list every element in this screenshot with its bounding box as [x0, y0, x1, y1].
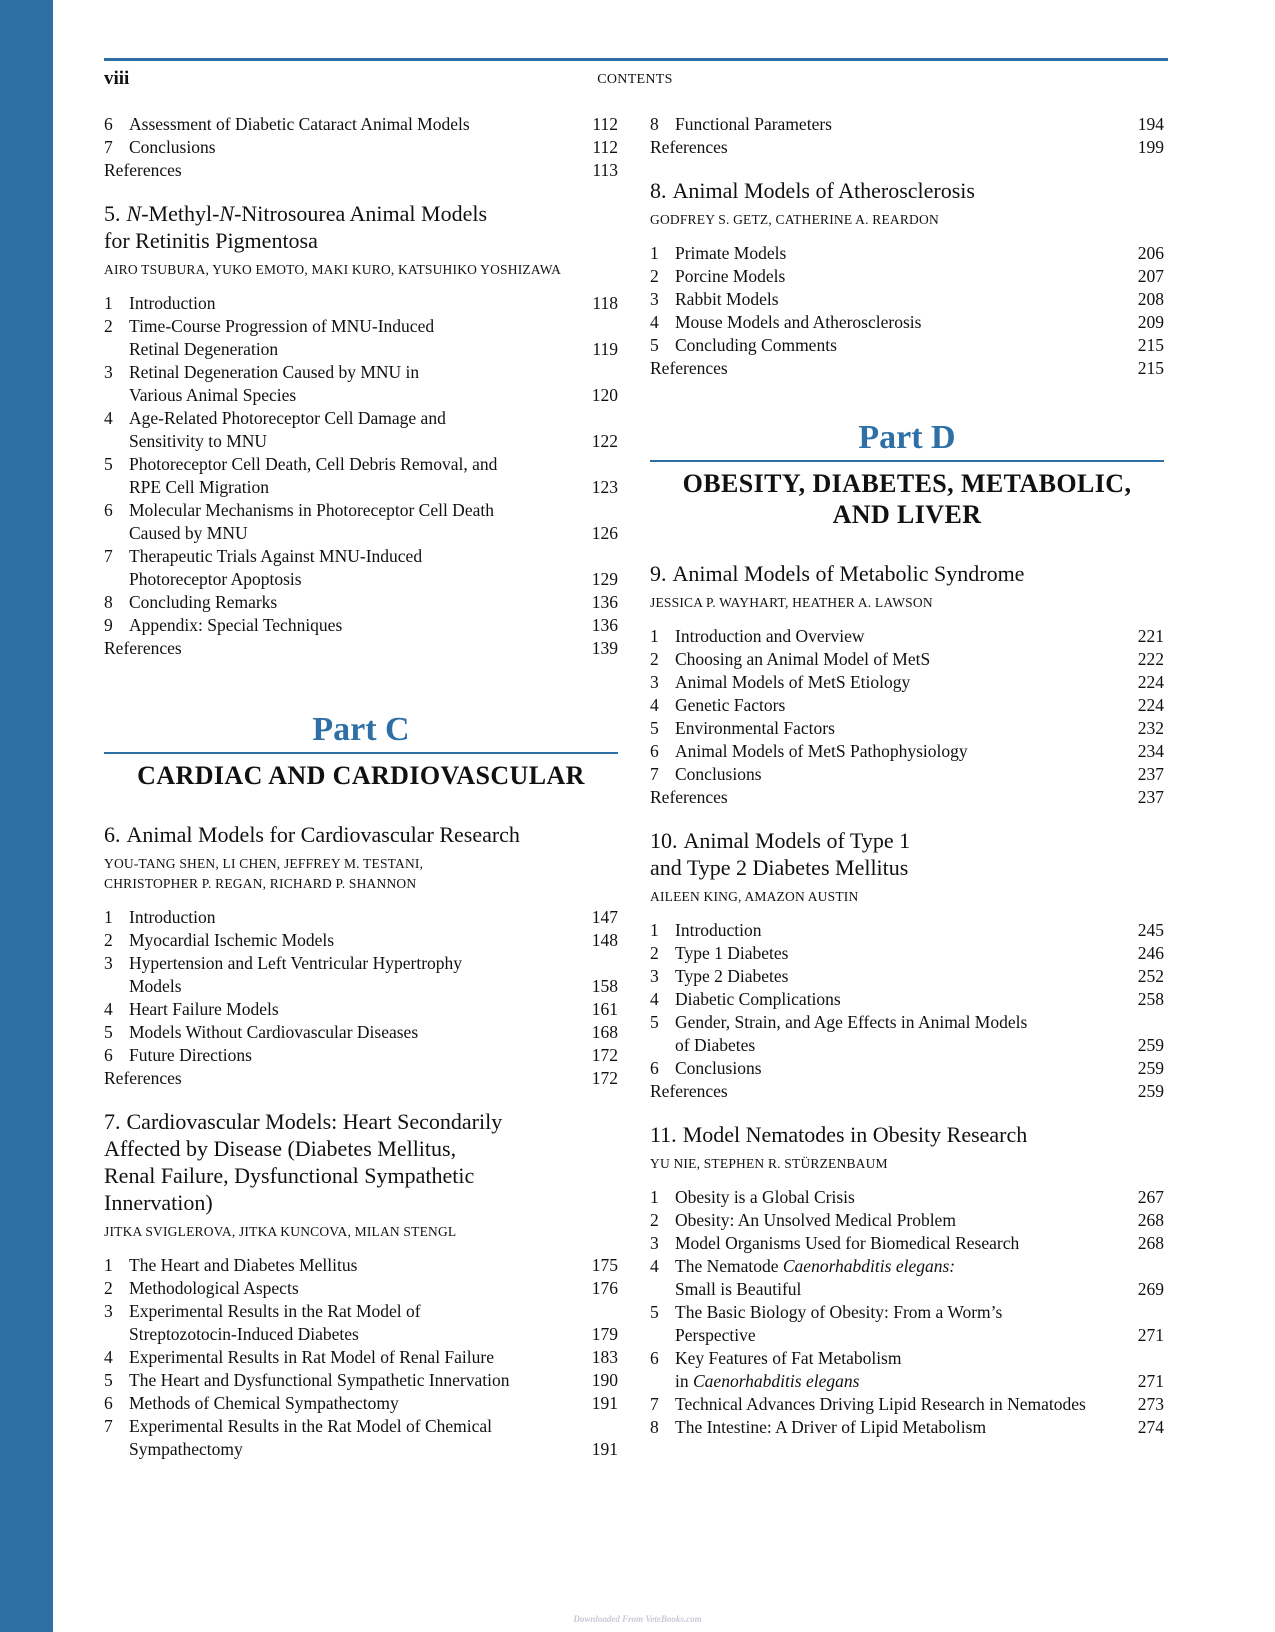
part-title: Part D [858, 419, 956, 456]
entry-page: 252 [1137, 966, 1164, 986]
toc-entries [104, 113, 618, 182]
entry-title: Introduction and Overview [675, 626, 865, 646]
toc-references [104, 159, 618, 182]
entry-title: Photoreceptor Cell Death, Cell Debris Removal, and RPE Cell Migration [129, 454, 498, 497]
entry-page: 136 [591, 615, 618, 635]
entry-number: 5 [104, 1022, 113, 1042]
entry-page: 126 [591, 523, 618, 543]
toc-entry [650, 717, 1164, 740]
entry-page: 113 [592, 160, 618, 180]
entry-number: 1 [104, 293, 113, 313]
toc-entry [650, 763, 1164, 786]
entry-page: 232 [1137, 718, 1164, 738]
entry-number: 1 [650, 1187, 659, 1207]
entry-title: Heart Failure Models [129, 999, 279, 1019]
entry-page: 129 [591, 569, 618, 589]
toc-entry [104, 136, 618, 159]
chapter-authors: JESSICA P. WAYHART, HEATHER A. LAWSON [650, 595, 933, 610]
chapter-title: 5. N-Methyl-N-Nitrosourea Animal Models for Retinitis Pigmentosa [104, 201, 488, 253]
toc-entry [104, 1277, 618, 1300]
toc-entry [104, 906, 618, 929]
entry-number: 8 [104, 592, 113, 612]
entry-title: References [650, 1081, 728, 1101]
entry-page: 271 [1137, 1371, 1164, 1391]
entry-number: 7 [104, 1416, 113, 1436]
chapter-authors: AIRO TSUBURA, YUKO EMOTO, MAKI KURO, KATSUHIKO YOSHIZAWA [104, 262, 562, 277]
entry-title: Myocardial Ischemic Models [129, 930, 335, 950]
entry-title: The Basic Biology of Obesity: From a Worm’s Perspective [675, 1302, 1003, 1345]
toc-entry [104, 1346, 618, 1369]
entry-title: Experimental Results in the Rat Model of Streptozotocin-Induced Diabetes [129, 1301, 421, 1344]
entry-page: 176 [591, 1278, 618, 1298]
toc-entry [650, 740, 1164, 763]
part-rule [650, 460, 1164, 462]
entry-page: 259 [1137, 1058, 1164, 1078]
entry-page: 208 [1137, 289, 1164, 309]
entry-title: Primate Models [675, 243, 787, 263]
entry-title: Rabbit Models [675, 289, 779, 309]
entry-title: Gender, Strain, and Age Effects in Animal Models of Diabetes [675, 1012, 1028, 1055]
toc-entries [104, 292, 618, 660]
entry-page: 112 [592, 114, 618, 134]
entry-title: Mouse Models and Atherosclerosis [675, 312, 922, 332]
entry-page: 119 [592, 339, 618, 359]
entry-title: Assessment of Diabetic Cataract Animal Models [129, 114, 470, 134]
entry-number: 5 [650, 718, 659, 738]
toc-entry [650, 1232, 1164, 1255]
part-heading [650, 418, 1164, 530]
toc-entry [104, 407, 618, 453]
part-subtitle: CARDIAC AND CARDIOVASCULAR [137, 761, 585, 790]
entry-title: Choosing an Animal Model of MetS [675, 649, 931, 669]
left-column [104, 113, 618, 1461]
entry-page: 172 [591, 1068, 618, 1088]
entry-number: 2 [104, 930, 113, 950]
toc-entry [104, 292, 618, 315]
entry-page: 207 [1137, 266, 1164, 286]
entry-title: Type 1 Diabetes [675, 943, 789, 963]
toc-entry [650, 1347, 1164, 1393]
entry-title: The Nematode Caenorhabditis elegans: Small is Beautiful [675, 1256, 956, 1299]
entry-page: 179 [591, 1324, 618, 1344]
toc-entries [650, 242, 1164, 380]
toc-entry [104, 499, 618, 545]
toc-entry [650, 1186, 1164, 1209]
entry-title: The Heart and Dysfunctional Sympathetic Innervation [129, 1370, 510, 1390]
toc-entry [104, 591, 618, 614]
toc-references [650, 1080, 1164, 1103]
entry-number: 6 [104, 114, 113, 134]
entry-page: 237 [1137, 787, 1164, 807]
entry-title: Genetic Factors [675, 695, 786, 715]
entry-page: 237 [1137, 764, 1164, 784]
entry-page: 258 [1137, 989, 1164, 1009]
entry-title: The Intestine: A Driver of Lipid Metabolism [675, 1417, 987, 1437]
entry-number: 7 [650, 1394, 659, 1414]
entry-page: 259 [1137, 1035, 1164, 1055]
chapter-title: 6. Animal Models for Cardiovascular Research [104, 822, 520, 847]
entry-number: 6 [104, 1393, 113, 1413]
entry-title: Hypertension and Left Ventricular Hypertrophy Models [129, 953, 463, 996]
entry-number: 4 [650, 695, 659, 715]
toc-entry [650, 694, 1164, 717]
entry-number: 3 [650, 289, 659, 309]
entry-number: 3 [104, 1301, 113, 1321]
toc-entry [650, 113, 1164, 136]
entry-title: Introduction [675, 920, 762, 940]
entry-page: 194 [1137, 114, 1164, 134]
entry-title: Diabetic Complications [675, 989, 841, 1009]
entry-page: 234 [1137, 741, 1164, 761]
entry-title: Molecular Mechanisms in Photoreceptor Cell Death Caused by MNU [129, 500, 494, 543]
entry-number: 6 [650, 1058, 659, 1078]
chapter-title: 9. Animal Models of Metabolic Syndrome [650, 561, 1025, 586]
entry-title: Appendix: Special Techniques [129, 615, 343, 635]
toc-entry [104, 614, 618, 637]
entry-title: Conclusions [675, 1058, 762, 1078]
entry-number: 2 [104, 316, 113, 336]
toc-entries [104, 906, 618, 1090]
entry-title: Experimental Results in Rat Model of Renal Failure [129, 1347, 494, 1367]
toc-entry [650, 1057, 1164, 1080]
toc-entry [650, 648, 1164, 671]
toc-entry [104, 1415, 618, 1461]
entry-page: 120 [591, 385, 618, 405]
running-head: CONTENTS [597, 72, 673, 87]
toc-entry [650, 288, 1164, 311]
entry-page: 246 [1137, 943, 1164, 963]
toc-entry [104, 952, 618, 998]
entry-page: 224 [1137, 672, 1164, 692]
toc-entry [650, 1393, 1164, 1416]
toc-entries [104, 1254, 618, 1461]
entry-number: 5 [650, 1012, 659, 1032]
entry-title: Methodological Aspects [129, 1278, 299, 1298]
entry-page: 172 [591, 1045, 618, 1065]
entry-number: 3 [650, 1233, 659, 1253]
entry-page: 224 [1137, 695, 1164, 715]
entry-number: 3 [650, 966, 659, 986]
entry-number: 4 [104, 408, 113, 428]
entry-title: Concluding Comments [675, 335, 837, 355]
toc-entry [650, 242, 1164, 265]
toc-entry [104, 315, 618, 361]
toc-entry [650, 1416, 1164, 1439]
part-title: Part C [312, 711, 410, 748]
entry-number: 3 [104, 953, 113, 973]
entry-title: Time-Course Progression of MNU-Induced Retinal Degeneration [129, 316, 435, 359]
toc-entry [104, 113, 618, 136]
toc-entry [104, 453, 618, 499]
entry-number: 1 [104, 907, 113, 927]
toc-entry [104, 1044, 618, 1067]
entry-title: References [104, 638, 182, 658]
entry-title: References [650, 787, 728, 807]
entry-page: 148 [591, 930, 618, 950]
entry-title: Therapeutic Trials Against MNU-Induced Photoreceptor Apoptosis [129, 546, 423, 589]
toc-entry [104, 545, 618, 591]
entry-title: Animal Models of MetS Etiology [675, 672, 911, 692]
toc-entry [650, 671, 1164, 694]
part-subtitle: OBESITY, DIABETES, METABOLIC, AND LIVER [682, 469, 1132, 529]
chapter-title: 8. Animal Models of Atherosclerosis [650, 178, 975, 203]
entry-page: 269 [1137, 1279, 1164, 1299]
chapter-authors: YU NIE, STEPHEN R. STÜRZENBAUM [650, 1156, 888, 1171]
entry-title: Introduction [129, 293, 216, 313]
toc-entry [104, 1392, 618, 1415]
entry-number: 8 [650, 114, 659, 134]
side-color-band [0, 0, 53, 1632]
entry-page: 209 [1137, 312, 1164, 332]
entry-title: Functional Parameters [675, 114, 832, 134]
toc-entry [650, 311, 1164, 334]
entry-title: Introduction [129, 907, 216, 927]
entry-number: 5 [650, 1302, 659, 1322]
entry-page: 175 [591, 1255, 618, 1275]
entry-number: 6 [650, 741, 659, 761]
entry-page: 122 [591, 431, 618, 451]
entry-number: 2 [650, 649, 659, 669]
chapter-title: 7. Cardiovascular Models: Heart Secondarily Affected by Disease (Diabetes Mellitus, Renal Failure, Dysfunctional Sympathetic Innervation) [104, 1109, 503, 1215]
part-heading [104, 710, 618, 791]
entry-title: Animal Models of MetS Pathophysiology [675, 741, 968, 761]
entry-title: The Heart and Diabetes Mellitus [129, 1255, 358, 1275]
entry-title: Conclusions [675, 764, 762, 784]
entry-title: Conclusions [129, 137, 216, 157]
entry-title: Retinal Degeneration Caused by MNU in Various Animal Species [129, 362, 420, 405]
entry-number: 4 [650, 989, 659, 1009]
toc-entries [650, 1186, 1164, 1439]
toc-references [104, 1067, 618, 1090]
entry-page: 191 [591, 1393, 618, 1413]
toc-entry [104, 1369, 618, 1392]
entry-page: 190 [591, 1370, 618, 1390]
entry-number: 5 [650, 335, 659, 355]
entry-page: 161 [591, 999, 618, 1019]
entry-number: 7 [650, 764, 659, 784]
entry-page: 268 [1137, 1210, 1164, 1230]
toc-entry [650, 265, 1164, 288]
entry-title: References [650, 137, 728, 157]
entry-page: 274 [1137, 1417, 1164, 1437]
entry-title: References [104, 160, 182, 180]
entry-title: Porcine Models [675, 266, 786, 286]
chapter-authors: AILEEN KING, AMAZON AUSTIN [650, 889, 859, 904]
entry-title: Environmental Factors [675, 718, 835, 738]
entry-page: 199 [1137, 137, 1164, 157]
toc-entries [650, 625, 1164, 809]
entry-page: 147 [591, 907, 618, 927]
toc-references [104, 637, 618, 660]
entry-number: 8 [650, 1417, 659, 1437]
entry-title: Obesity: An Unsolved Medical Problem [675, 1210, 956, 1230]
entry-number: 1 [104, 1255, 113, 1275]
entry-page: 245 [1137, 920, 1164, 940]
entry-title: Type 2 Diabetes [675, 966, 789, 986]
right-column [650, 113, 1164, 1439]
entry-page: 259 [1137, 1081, 1164, 1101]
entry-page: 271 [1137, 1325, 1164, 1345]
chapter-authors: YOU-TANG SHEN, LI CHEN, JEFFREY M. TESTANI, CHRISTOPHER P. REGAN, RICHARD P. SHANNON [104, 856, 424, 891]
toc-entry [104, 361, 618, 407]
chapter-title: 11. Model Nematodes in Obesity Research [650, 1122, 1028, 1147]
entry-number: 5 [104, 1370, 113, 1390]
toc-entry [650, 965, 1164, 988]
toc-entry [104, 998, 618, 1021]
entry-number: 1 [650, 920, 659, 940]
entry-number: 6 [104, 500, 113, 520]
part-rule [104, 752, 618, 754]
entry-number: 6 [104, 1045, 113, 1065]
chapter-title: 10. Animal Models of Type 1 and Type 2 Diabetes Mellitus [650, 828, 911, 880]
entry-number: 7 [104, 137, 113, 157]
entry-page: 123 [591, 477, 618, 497]
entry-page: 158 [591, 976, 618, 996]
toc-entry [104, 1300, 618, 1346]
entry-number: 1 [650, 243, 659, 263]
page-number: viii [104, 68, 130, 89]
entry-title: References [104, 1068, 182, 1088]
toc-entry [650, 1255, 1164, 1301]
toc-entry [650, 1209, 1164, 1232]
entry-number: 3 [650, 672, 659, 692]
entry-page: 139 [591, 638, 618, 658]
entry-page: 267 [1137, 1187, 1164, 1207]
footer-watermark: Downloaded From VeteBooks.com [573, 1614, 702, 1624]
entry-title: Obesity is a Global Crisis [675, 1187, 855, 1207]
entry-number: 2 [650, 943, 659, 963]
entry-number: 9 [104, 615, 113, 635]
entry-number: 4 [104, 1347, 113, 1367]
entry-title: Concluding Remarks [129, 592, 278, 612]
toc-entry [650, 988, 1164, 1011]
entry-title: Experimental Results in the Rat Model of Chemical Sympathectomy [129, 1416, 493, 1459]
entry-page: 222 [1137, 649, 1164, 669]
entry-page: 221 [1137, 626, 1164, 646]
entry-number: 2 [650, 1210, 659, 1230]
entry-title: References [650, 358, 728, 378]
entry-page: 206 [1137, 243, 1164, 263]
toc-entry [650, 625, 1164, 648]
toc-entry [650, 1011, 1164, 1057]
entry-title: Methods of Chemical Sympathectomy [129, 1393, 399, 1413]
entry-page: 273 [1137, 1394, 1164, 1414]
entry-title: Technical Advances Driving Lipid Research in Nematodes [675, 1394, 1086, 1414]
entry-number: 3 [104, 362, 113, 382]
toc-entry [650, 334, 1164, 357]
toc-entry [104, 1021, 618, 1044]
entry-number: 4 [650, 1256, 659, 1276]
toc-entry [104, 1254, 618, 1277]
entry-page: 118 [592, 293, 618, 313]
chapter-authors: JITKA SVIGLEROVA, JITKA KUNCOVA, MILAN STENGL [104, 1224, 457, 1239]
entry-number: 1 [650, 626, 659, 646]
toc-entry [104, 929, 618, 952]
entry-number: 5 [104, 454, 113, 474]
entry-page: 168 [591, 1022, 618, 1042]
entry-page: 112 [592, 137, 618, 157]
toc-references [650, 357, 1164, 380]
entry-page: 136 [591, 592, 618, 612]
toc-entries [650, 113, 1164, 159]
entry-number: 7 [104, 546, 113, 566]
toc-entries [650, 919, 1164, 1103]
chapter-authors: GODFREY S. GETZ, CATHERINE A. REARDON [650, 212, 939, 227]
toc-entry [650, 942, 1164, 965]
entry-title: Key Features of Fat Metabolism in Caenorhabditis elegans [675, 1348, 902, 1391]
entry-number: 4 [104, 999, 113, 1019]
entry-number: 6 [650, 1348, 659, 1368]
toc-references [650, 786, 1164, 809]
entry-number: 2 [650, 266, 659, 286]
toc-entry [650, 919, 1164, 942]
entry-number: 2 [104, 1278, 113, 1298]
entry-page: 183 [591, 1347, 618, 1367]
entry-title: Future Directions [129, 1045, 252, 1065]
entry-page: 215 [1137, 358, 1164, 378]
entry-page: 268 [1137, 1233, 1164, 1253]
entry-page: 215 [1137, 335, 1164, 355]
entry-number: 4 [650, 312, 659, 332]
toc-entry [650, 1301, 1164, 1347]
header-rule [104, 58, 1168, 61]
entry-title: Models Without Cardiovascular Diseases [129, 1022, 419, 1042]
entry-title: Age-Related Photoreceptor Cell Damage and Sensitivity to MNU [129, 408, 446, 451]
entry-page: 191 [591, 1439, 618, 1459]
entry-title: Model Organisms Used for Biomedical Research [675, 1233, 1020, 1253]
toc-references [650, 136, 1164, 159]
